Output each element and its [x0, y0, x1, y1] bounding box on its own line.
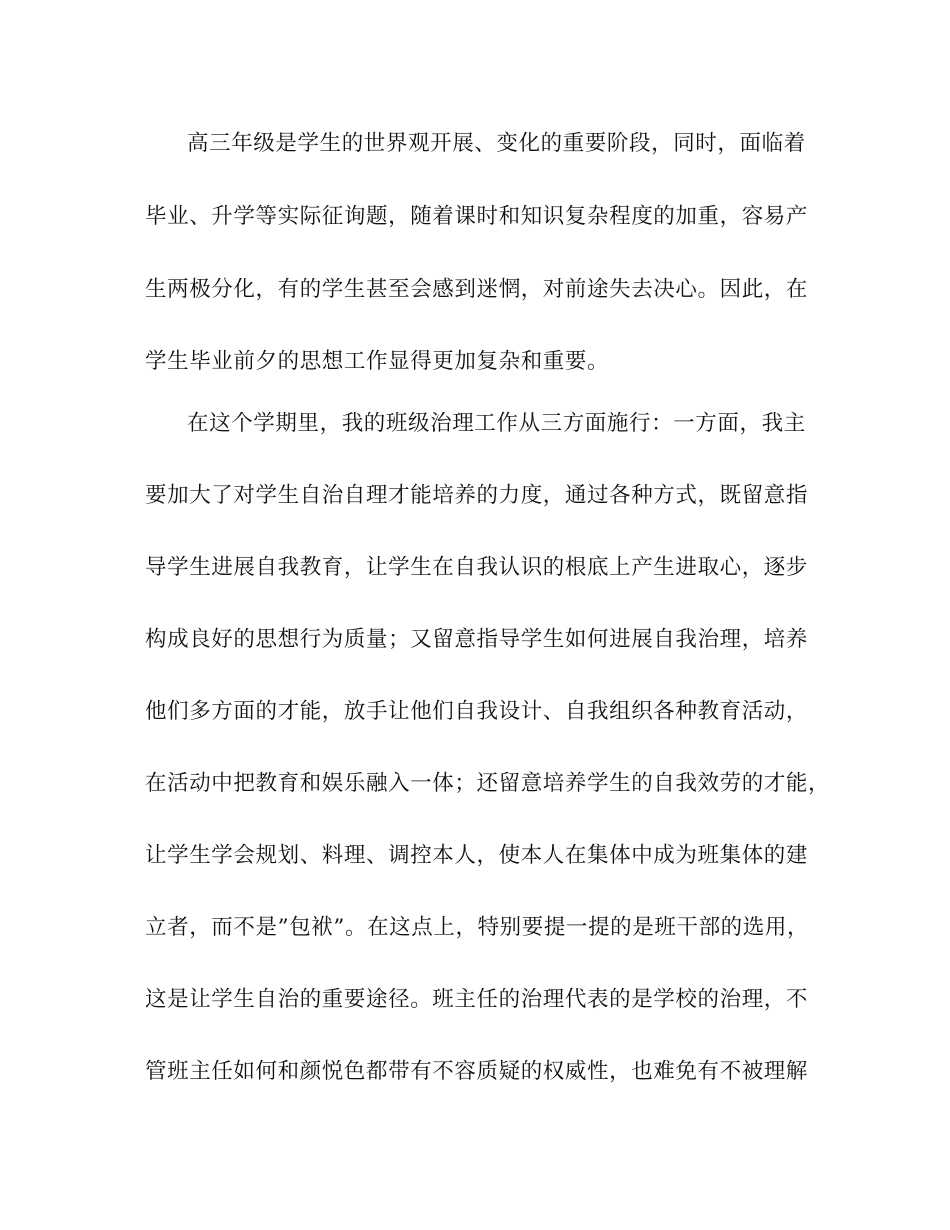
paragraph-1-line-2: 毕业、升学等实际征询题，随着课时和知识复杂程度的加重，容易产	[145, 204, 809, 229]
paragraph-1-line-4: 学生毕业前夕的思想工作显得更加复杂和重要。	[145, 349, 610, 374]
paragraph-2-line-4: 构成良好的思想行为质量；又留意指导学生如何进展自我治理，培养	[145, 627, 809, 652]
paragraph-2-line-9: 这是让学生自治的重要途径。班主任的治理代表的是学校的治理，不	[145, 987, 809, 1012]
paragraph-2-line-1: 在这个学期里，我的班级治理工作从三方面施行：一方面，我主	[187, 411, 806, 436]
paragraph-2-line-5: 他们多方面的才能，放手让他们自我设计、自我组织各种教育活动，	[145, 699, 809, 724]
paragraph-2-line-8: 立者，而不是”包袱”。在这点上，特别要提一提的是班干部的选用，	[145, 915, 810, 940]
paragraph-2-line-7: 让学生学会规划、料理、调控本人，使本人在集体中成为班集体的建	[145, 843, 809, 868]
paragraph-2-line-2: 要加大了对学生自治自理才能培养的力度，通过各种方式，既留意指	[145, 483, 809, 508]
paragraph-2-line-10: 管班主任如何和颜悦色都带有不容质疑的权威性，也难免有不被理解	[145, 1059, 809, 1084]
paragraph-1-line-1: 高三年级是学生的世界观开展、变化的重要阶段，同时，面临着	[187, 131, 806, 156]
paragraph-2-line-3: 导学生进展自我教育，让学生在自我认识的根底上产生进取心，逐步	[145, 555, 809, 580]
paragraph-1-line-3: 生两极分化，有的学生甚至会感到迷惘，对前途失去决心。因此，在	[145, 277, 809, 302]
paragraph-2-line-6: 在活动中把教育和娱乐融入一体；还留意培养学生的自我效劳的才能，	[145, 771, 831, 796]
